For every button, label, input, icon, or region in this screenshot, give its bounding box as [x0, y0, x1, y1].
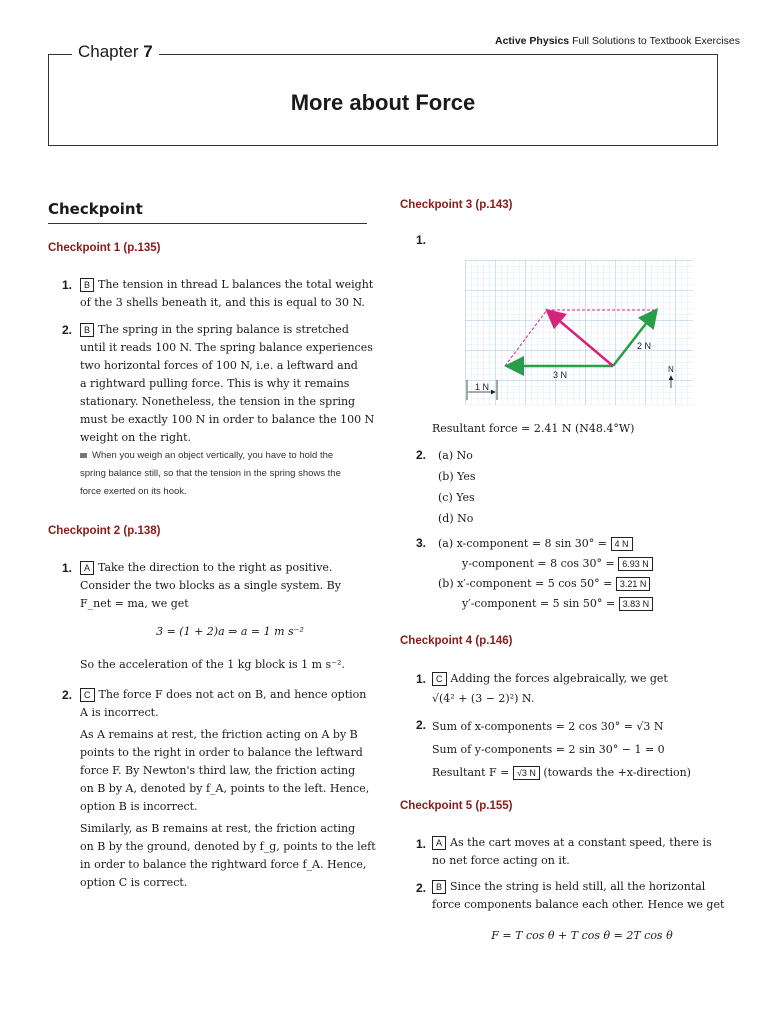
cp5-q2-equation: F = T cos θ + T cos θ = 2T cos θ — [491, 929, 673, 942]
cp4-q1 — [432, 669, 732, 709]
cp1-q2-line: weight on the right. — [80, 431, 192, 444]
cp3-q2-list — [438, 445, 638, 529]
cp2-q2-line: on B by the ground, denoted by f_g, points to the left — [80, 840, 376, 853]
cp3-q3-by-answer: 3.83 N — [619, 597, 654, 611]
chapter-number: 7 — [143, 42, 153, 61]
running-header — [495, 35, 740, 47]
cp1-q1-line2: of the 3 shells beneath it, and this is equal to 30 N. — [80, 296, 365, 309]
cp2-q2-number: 2. — [62, 688, 73, 702]
cp1-q1 — [80, 276, 380, 312]
cp3-q1-number: 1. — [416, 233, 427, 247]
label-1n: 1 N — [475, 382, 490, 392]
cp2-q2-answer: C — [80, 688, 95, 702]
cp2-q1-equation: 3 = (1 + 2)a ⇒ a = 1 m s⁻² — [156, 625, 304, 638]
cp3-q2-item: (b) Yes — [438, 470, 476, 483]
cp3-q2-item: (c) Yes — [438, 491, 475, 504]
cp1-q2-line: a rightward pulling force. This is why it remains — [80, 377, 350, 390]
force-diagram — [465, 260, 693, 405]
cp5-heading: Checkpoint 5 (p.155) — [400, 800, 513, 812]
cp2-q1-number: 1. — [62, 561, 73, 575]
cp4-q2-line3b: (towards the +x-direction) — [543, 766, 691, 779]
cp1-heading: Checkpoint 1 (p.135) — [48, 242, 161, 254]
cp3-q3-ay: y-component = 8 cos 30° = — [462, 557, 615, 570]
cp1-q2-line: must be exactly 100 N in order to balance the 100 N — [80, 413, 375, 426]
cp2-q1-answer: A — [80, 561, 94, 575]
cp3-resultant: Resultant force = 2.41 N (N48.4°W) — [432, 422, 635, 435]
cp2-q1 — [80, 559, 380, 613]
note-line: spring balance still, so that the tension in the spring shows the — [80, 468, 341, 479]
cp2-q2 — [80, 686, 380, 892]
cp5-q2-number: 2. — [416, 881, 427, 895]
grid-background — [465, 260, 693, 405]
cp2-q2-line: A is incorrect. — [80, 706, 159, 719]
cp5-q1 — [432, 834, 732, 870]
cp3-q2-number: 2. — [416, 448, 427, 462]
cp3-heading: Checkpoint 3 (p.143) — [400, 199, 513, 211]
cp2-q2-line: Similarly, as B remains at rest, the friction acting — [80, 822, 356, 835]
cp1-q1-line1: The tension in thread L balances the total weight — [98, 278, 374, 291]
cp4-q2-line2: Sum of y-components = 2 sin 30° − 1 = 0 — [432, 743, 665, 756]
cp2-q2-line: on B by A, denoted by f_A, points to the left. Hence, — [80, 782, 370, 795]
cp3-q3-bx-answer: 3.21 N — [616, 577, 651, 591]
cp2-q2-line: The force F does not act on B, and hence option — [98, 688, 367, 701]
cp1-note — [80, 447, 380, 501]
cp3-q3-ax-answer: 4 N — [611, 537, 633, 551]
cp4-q2-number: 2. — [416, 718, 427, 732]
cp3-q3-by: y′-component = 5 sin 50° = — [462, 597, 616, 610]
cp1-q2 — [80, 321, 380, 447]
cp5-q1-line2: no net force acting on it. — [432, 854, 570, 867]
cp1-q2-line: The spring in the spring balance is stretched — [98, 323, 349, 336]
cp5-q1-answer: A — [432, 836, 446, 850]
cp1-q2-answer: B — [80, 323, 94, 337]
cp3-q3 — [438, 534, 738, 614]
cp5-q1-number: 1. — [416, 837, 427, 851]
chapter-tag — [72, 42, 159, 62]
cp5-q2 — [432, 878, 732, 914]
cp2-q2-line: force F. By Newton's third law, the friction acting — [80, 764, 356, 777]
cp5-q2-answer: B — [432, 880, 446, 894]
cp1-q2-line: until it reads 100 N. The spring balance experiences — [80, 341, 373, 354]
chapter-label: Chapter — [78, 42, 139, 61]
cp2-q2-line: in order to balance the rightward force f_A. Hence, — [80, 858, 367, 871]
cp2-q1-line: Take the direction to the right as positive. — [98, 561, 333, 574]
page-title: More about Force — [290, 90, 476, 115]
cp4-q2-line3a: Resultant F = — [432, 766, 510, 779]
note-line: When you weigh an object vertically, you have to hold the — [92, 450, 334, 461]
cp2-q1-conclusion: So the acceleration of the 1 kg block is 1 m s⁻². — [80, 658, 345, 671]
cp3-q3-number: 3. — [416, 536, 427, 550]
cp5-q2-line2: force components balance each other. Hence we get — [432, 898, 725, 911]
cp3-q3-ax: (a) x-component = 8 sin 30° = — [438, 537, 608, 550]
cp1-q1-answer: B — [80, 278, 94, 292]
label-3n: 3 N — [553, 370, 568, 380]
cp4-q1-line2: √(4² + (3 − 2)²) N. — [432, 692, 535, 705]
cp3-q2-item: (a) No — [438, 449, 473, 462]
cp4-q2 — [432, 715, 732, 784]
cp4-heading: Checkpoint 4 (p.146) — [400, 635, 513, 647]
cp1-q1-number: 1. — [62, 278, 73, 292]
cp4-q1-answer: C — [432, 672, 447, 686]
section-rule — [48, 223, 367, 224]
label-2n: 2 N — [637, 341, 652, 351]
cp2-q2-line: option B is incorrect. — [80, 800, 198, 813]
header-subtitle: Full Solutions to Textbook Exercises — [572, 35, 740, 47]
cp4-q1-line1: Adding the forces algebraically, we get — [450, 672, 668, 685]
cp1-q2-line: two horizontal forces of 100 N, i.e. a leftward and — [80, 359, 358, 372]
label-north: N — [668, 365, 674, 374]
force-diagram-svg — [465, 260, 693, 405]
cp5-q1-line1: As the cart moves at a constant speed, there is — [450, 836, 712, 849]
cp1-q2-number: 2. — [62, 323, 73, 337]
cp4-q2-answer: √3 N — [513, 766, 540, 780]
cp5-q2-line1: Since the string is held still, all the horizontal — [450, 880, 706, 893]
cp2-q2-line: points to the right in order to balance the leftward — [80, 746, 363, 759]
cp4-q1-number: 1. — [416, 672, 427, 686]
note-icon — [80, 453, 87, 458]
cp4-q2-line1: Sum of x-components = 2 cos 30° = √3 N — [432, 720, 664, 733]
cp2-heading: Checkpoint 2 (p.138) — [48, 525, 161, 537]
cp2-q1-line: F_net = ma, we get — [80, 597, 189, 610]
header-brand: Active Physics — [495, 35, 570, 47]
cp3-q3-ay-answer: 6.93 N — [618, 557, 653, 571]
note-line: force exerted on its hook. — [80, 486, 187, 497]
cp2-q1-line: Consider the two blocks as a single system. By — [80, 579, 341, 592]
cp2-q2-line: option C is correct. — [80, 876, 188, 889]
section-heading: Checkpoint — [48, 200, 143, 218]
cp3-q2-item: (d) No — [438, 512, 474, 525]
cp2-q2-line: As A remains at rest, the friction acting on A by B — [80, 728, 358, 741]
cp3-q3-bx: (b) x′-component = 5 cos 50° = — [438, 577, 613, 590]
cp1-q2-line: stationary. Nonetheless, the tension in the spring — [80, 395, 356, 408]
